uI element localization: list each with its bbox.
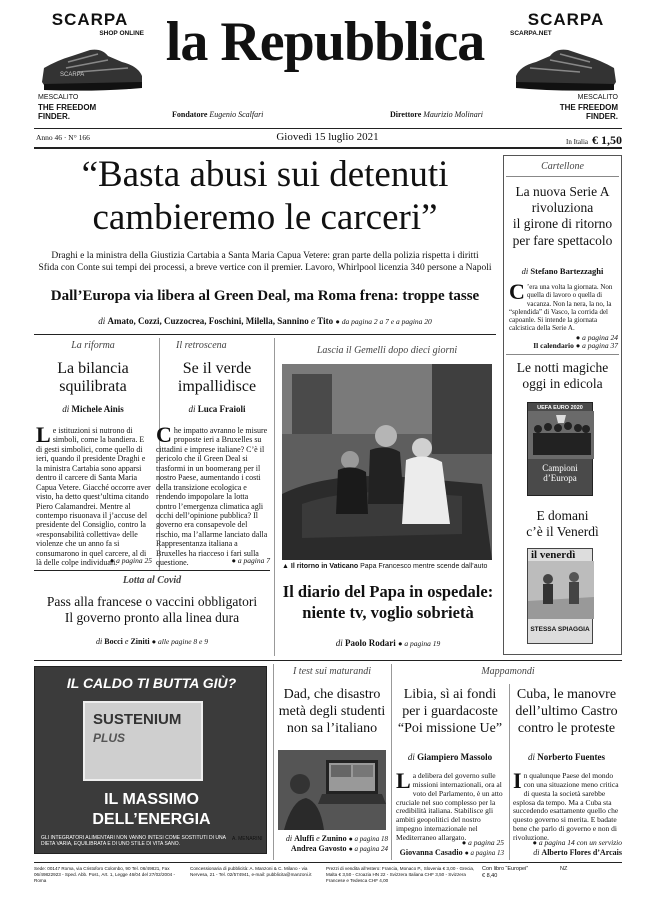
- bottom3-author: Norberto Fuentes: [537, 752, 605, 762]
- issue-number: Anno 46 · N° 166: [36, 133, 90, 142]
- rule-bottom: [34, 660, 622, 661]
- sidebar-author: Stefano Bartezzaghi: [530, 266, 604, 276]
- col2-byline: [158, 404, 276, 414]
- footer-advertising: Concessionaria di pubblicità: A. Manzoni & C. Milano - via Nervesa, 21 - Tel. 02/574941, e-mail: pubblicita@manzoni.it: [190, 866, 312, 877]
- bottom1-headline-line2: metà degli studenti: [278, 704, 386, 720]
- ad-brand: SUSTENIUM: [93, 711, 182, 728]
- covid-headline-line2: Il governo pronto alla linea dura: [64, 610, 240, 626]
- ad-right-brand: SCARPA: [527, 10, 605, 29]
- bottom2-body: [396, 768, 504, 842]
- sidebar-kicker: Cartellone: [541, 161, 584, 172]
- bottom2-headline-line1: Libia, sì ai fondi: [403, 687, 497, 702]
- svg-text:SCARPA: SCARPA: [60, 72, 85, 78]
- by-pre: di: [188, 404, 196, 414]
- col1-headline-line1: La bilancia: [57, 360, 129, 377]
- col2-headline-line2: impallidisce: [177, 377, 257, 395]
- bottom3-text: n qualunque Paese del mondo con una situazione meno critica di questa la società sarebbe esplosa da tempo. Ma a Cuba sta succedendo esattamente quello che questo governo si merita. E badate bene che parlo di governo e non di rivoluzione.: [513, 771, 619, 842]
- venerdi-cover[interactable]: [527, 548, 593, 644]
- founder-name: Eugenio Scalfari: [209, 110, 264, 119]
- calendar-ref: ● a pagina 37: [575, 341, 618, 350]
- sidebar-headline-line2: rivoluziona: [531, 200, 594, 216]
- venerdi-cover-title: STESSA SPIAGGIA: [530, 626, 590, 633]
- ad-brand2: PLUS: [93, 731, 126, 745]
- rule-sidebar: [506, 176, 619, 177]
- col1-byline: [34, 404, 152, 414]
- sustenium-ad[interactable]: [34, 666, 267, 854]
- bottom1-author1-last: Zunino: [321, 834, 347, 843]
- ad-left-brand: SCARPA: [51, 10, 129, 29]
- pope-caption: [282, 563, 494, 570]
- ad-right-line2: THE FREEDOM: [559, 103, 618, 112]
- rule-top: [34, 128, 622, 129]
- ad-right[interactable]: [510, 10, 622, 120]
- col1-author: Michele Ainis: [71, 404, 124, 414]
- lead-deck: [34, 250, 496, 275]
- bottom2-ref[interactable]: ● a pagina 25: [461, 838, 504, 847]
- ad-line3: DELL’ENERGIA: [92, 811, 211, 828]
- footer-book-price: € 8,40: [482, 873, 498, 880]
- covid-headline-line1: Pass alla francese o vaccini obbligatori: [46, 594, 258, 609]
- by-and: e: [316, 834, 320, 843]
- col1-kicker: La riforma: [71, 340, 115, 351]
- sidebar-headline-line4: per fare spettacolo: [512, 232, 613, 248]
- rule-sidebar: [506, 354, 619, 355]
- col2-headline[interactable]: [158, 360, 276, 395]
- promo2-headline[interactable]: [504, 508, 621, 540]
- issue-date: Giovedì 15 luglio 2021: [276, 131, 379, 143]
- bottom1-author2: Andrea Gavosto: [290, 844, 347, 853]
- bottom2-headline[interactable]: [394, 686, 506, 737]
- pope-byline: [278, 638, 498, 648]
- ad-right-line3: FINDER.: [586, 112, 618, 121]
- beach-image: [528, 561, 594, 619]
- lead-headline-line2: cambieremo le carceri”: [92, 196, 438, 238]
- by-and: e: [124, 637, 129, 646]
- pope-kicker: Lascia il Gemelli dopo dieci giorni: [316, 345, 458, 356]
- lead-subheadline[interactable]: Dall’Europa via libera al Green Deal, ma Roma frena: troppe tasse: [50, 288, 480, 304]
- covid-kicker: Lotta al Covid: [122, 575, 182, 586]
- bottom1-byline: [276, 834, 388, 854]
- covid-author: Bocci: [104, 637, 123, 646]
- promo1-line2: oggi in edicola: [522, 376, 603, 392]
- euro-cover[interactable]: [527, 402, 593, 496]
- by-and: e: [311, 316, 316, 326]
- shoe-image: [512, 42, 620, 94]
- ad-left-line2: THE FREEDOM: [38, 103, 97, 112]
- by-pre: di: [98, 316, 106, 326]
- mappamondi-kicker: Mappamondi: [481, 666, 535, 677]
- ad-right-sub: SCARPA.NET: [510, 30, 552, 37]
- bottom3-headline-line3: contro le proteste: [517, 721, 616, 737]
- pope-author: Paolo Rodari: [345, 638, 396, 648]
- bottom2-ref2[interactable]: ● a pagina 13: [464, 849, 504, 857]
- sidebar-text: ’era una volta la giornata. Non quella di lavoro o quella di vacanza. Non la nera, la no, la “splendida” di Vasco, la corrida del capoanle. Si intende la giornata calcistica della Serie A.: [509, 283, 613, 333]
- promo2-line1: E domani: [536, 508, 589, 523]
- col2-text: he impatto avranno le misure proposte ieri a Bruxelles su cittadini e imprese italiane? C’è il pericolo che il Green Deal si trasformi in un boomerang per il nostro Paese, aumentando i costi della transizione ecologica e rendendo impopolare la lotta contro l’emergenza climatica agli occhi dell’opinione pubblica? Il governo era consapevole del rischio, ma l’allarme lanciato dalla Rappresentanza italiana a Bruxelles ha riacceso i fari sulla questione.: [156, 426, 268, 568]
- bottom2-author2: Giovanna Casadio: [399, 848, 463, 857]
- by-pre: di: [96, 637, 103, 646]
- lead-headline-line1: “Basta abusi sui detenuti: [81, 154, 449, 195]
- caption-bold: ▲ Il ritorno in Vaticano: [282, 563, 359, 570]
- bottom3-ref[interactable]: ● a pagina 14 con un servizio: [532, 838, 622, 847]
- ad-left[interactable]: [34, 10, 146, 120]
- footer-book-label: Con libro “Europei”: [482, 866, 529, 872]
- divider: [274, 338, 275, 656]
- sidebar-headline-line3: il girone di ritorno: [512, 216, 613, 232]
- cover-top: UEFA EURO 2020: [537, 405, 583, 411]
- cover-title-line2: d’Europa: [543, 472, 577, 483]
- bottom2-headline-line3: “Poi missione Ue”: [397, 721, 503, 737]
- pope-headline-line1: Il diario del Papa in ospedale:: [282, 582, 494, 601]
- col1-headline[interactable]: [34, 360, 152, 395]
- rule-footer: [34, 862, 622, 863]
- lead-deck-line2: Sfida con Conte sui tempi dei processi, a breve vertice con il premier. Lavoro, Whirlpool licenzia 340 persone a Napoli: [38, 263, 492, 274]
- bottom1-ref1[interactable]: ● a pagina 18: [348, 835, 388, 843]
- bottom1-headline-line3: non sa l’italiano: [286, 721, 378, 737]
- director-label: Direttore: [390, 110, 422, 119]
- drop-cap: C: [156, 422, 172, 447]
- drop-cap: C: [509, 279, 525, 304]
- by-pre: di: [521, 266, 529, 276]
- promo1-headline[interactable]: [504, 360, 621, 392]
- pope-page-ref[interactable]: ● a pagina 19: [398, 639, 441, 648]
- pope-photo-image: [282, 364, 492, 560]
- ad-package: [83, 701, 203, 781]
- lead-byline: [34, 316, 496, 326]
- covid-byline: [34, 637, 270, 646]
- footer-book: [482, 866, 552, 880]
- lead-authors: Amato, Cozzi, Cuzzocrea, Foschini, Milella, Sannino: [107, 316, 309, 326]
- calendar-line[interactable]: [506, 341, 618, 350]
- bottom1-kicker: I test sui maturandi: [292, 666, 372, 677]
- ad-fine-print: GLI INTEGRATORI ALIMENTARI NON VANNO INTESI COME SOSTITUTI DI UNA DIETA VARIA, EQUILIBRATA E DI UNO STILE DI VITA SANO.: [41, 835, 226, 847]
- founder-label: Fondatore: [172, 110, 208, 119]
- ad-left-sub: SHOP ONLINE: [99, 30, 144, 37]
- venerdi-logo: il venerdì: [531, 549, 576, 561]
- sidebar-byline: [504, 266, 621, 276]
- bottom2-text: a delibera del governo sulle missioni internazionali, ora al voto del Parlamento, è un atto cruciale nel suo complesso per la credibilità italiana. Stabilisce gli ambiti geopolitici del nostro impegno internazionale nel Mediterraneo allargato.: [396, 771, 503, 842]
- by-pre: di: [533, 848, 540, 857]
- bottom2-headline-line2: per i guardacoste: [402, 704, 498, 720]
- col2-author: Luca Fraioli: [197, 404, 246, 414]
- pope-headline-line2: niente tv, voglio sobrietà: [302, 602, 474, 622]
- divider: [509, 684, 510, 860]
- price-label: In Italia: [566, 138, 588, 146]
- rule-date: [34, 147, 622, 149]
- bottom1-author1: Aluffi: [294, 834, 315, 843]
- bottom3-byline: [511, 752, 622, 762]
- ad-maker: A. MENARINI: [232, 836, 263, 842]
- lead-author-last: Tito: [317, 316, 334, 326]
- bottom3-author2: Alberto Flores d’Arcais: [541, 848, 622, 857]
- bottom1-headline[interactable]: [276, 686, 388, 737]
- director-line: [390, 110, 483, 119]
- col1-text: e istituzioni si nutrono di simboli, come la bandiera. E di gesti simbolici, come quello di ieri, quando il presidente Draghi e la ministra Cartabia sono apparsi dentro il carcere di Santa Maria Capua Vetere. Giacché occorre aver visto, ha detto quest’ultima citando Piero Calamandrei. Mentre al contempo risuonava il j’accuse del presidente del Consiglio, contro la «responsabilità collettiva» delle violenze che un anno fa si consumarono in quel carcere, al di là delle colpe individuali.: [36, 426, 151, 568]
- bottom3-body: [513, 768, 621, 842]
- ad-left-line1: MESCALITO: [38, 94, 79, 101]
- by-pre: di: [285, 834, 293, 843]
- ad-right-line1: MESCALITO: [577, 94, 618, 101]
- director-name: Maurizio Molinari: [423, 110, 484, 119]
- lead-deck-line1: Draghi e la ministra della Giustizia Cartabia a Santa Maria Capua Vetere: gran parte della polizia rispetta i diritti: [51, 251, 479, 261]
- promo2-line2: c’è il Venerdì: [526, 524, 599, 540]
- lead-page-ref[interactable]: ● da pagina 2 a 7 e a pagina 20: [335, 317, 432, 326]
- students-photo[interactable]: [278, 750, 386, 830]
- bottom1-ref2[interactable]: ● a pagina 24: [348, 845, 388, 853]
- founder-line: [172, 110, 263, 119]
- lead-headline[interactable]: [34, 154, 496, 240]
- bottom3-headline-line2: dell’ultimo Castro: [515, 704, 618, 720]
- ad-line2: IL MASSIMO: [104, 791, 199, 808]
- divider: [391, 664, 392, 860]
- masthead-title[interactable]: la Repubblica: [165, 11, 485, 73]
- team-photo-image: [528, 411, 594, 459]
- caption-text: Papa Francesco mentre scende dall’auto: [360, 563, 488, 570]
- drop-cap: I: [513, 768, 522, 793]
- bottom3-headline[interactable]: [511, 686, 622, 737]
- pope-photo[interactable]: [282, 364, 492, 560]
- footer-code: NZ: [560, 866, 568, 872]
- laptop-image: [278, 750, 386, 830]
- sidebar-body: [509, 279, 617, 333]
- sidebar-headline-line1: La nuova Serie A: [515, 184, 610, 199]
- drop-cap: L: [396, 768, 411, 793]
- ad-line1: IL CALDO TI BUTTA GIÙ?: [66, 675, 237, 691]
- bottom2-byline2: [394, 848, 504, 857]
- col1-ref[interactable]: ● a pagina 25: [109, 556, 152, 565]
- footer-prices: Prezzi di vendita all’estero: Francia, Monaco P., Slovenia € 3,00 - Grecia, Malta € 3,50 - Croazia HN 22 - Svizzera Italiana CHF 3,50 - Svizzera Francese e Tedesca CHF 4,00: [326, 866, 475, 883]
- drop-cap: L: [36, 422, 51, 447]
- sidebar-ref[interactable]: ● a pagina 24: [575, 333, 618, 342]
- by-pre: di: [62, 404, 70, 414]
- promo1-line1: Le notti magiche: [516, 360, 609, 375]
- bottom1-headline-line1: Dad, che disastro: [283, 687, 381, 702]
- pope-headline[interactable]: [278, 582, 498, 623]
- by-pre: di: [335, 638, 343, 648]
- rule-lead: [34, 334, 496, 335]
- bottom2-byline: [394, 752, 506, 762]
- sidebar-headline[interactable]: [504, 184, 621, 249]
- bottom3-headline-line1: Cuba, le manovre: [516, 687, 617, 702]
- col2-kicker: Il retroscena: [176, 340, 227, 351]
- bottom3-byline2: [511, 848, 622, 857]
- shoe-image: [38, 42, 146, 94]
- col1-headline-line2: squilibrata: [59, 377, 127, 395]
- price-value: € 1,50: [592, 133, 622, 147]
- covid-author-last: Ziniti: [130, 637, 150, 646]
- bottom2-author: Giampiero Massolo: [417, 752, 493, 762]
- divider: [273, 664, 274, 860]
- by-pre: di: [528, 752, 536, 762]
- ad-left-line3: FINDER.: [38, 112, 70, 121]
- rule-covid: [34, 570, 270, 571]
- by-pre: di: [407, 752, 415, 762]
- footer-address: Sede: 00147 Roma, via Cristoforo Colombo, 90 Tel. 06/49821, Fax 06/49822923 - Sped. Abb. Post., Art. 1, Legge 46/04 del 27/02/2004 - Roma: [34, 866, 175, 883]
- col2-ref[interactable]: ● a pagina 7: [231, 556, 270, 565]
- col2-headline-line1: Se il verde: [182, 360, 252, 377]
- calendar-label: Il calendario: [533, 341, 574, 350]
- cover-title-line1: Campioni: [542, 463, 578, 473]
- covid-page-ref[interactable]: ● alle pagine 8 e 9: [151, 637, 208, 646]
- covid-headline[interactable]: [34, 594, 270, 627]
